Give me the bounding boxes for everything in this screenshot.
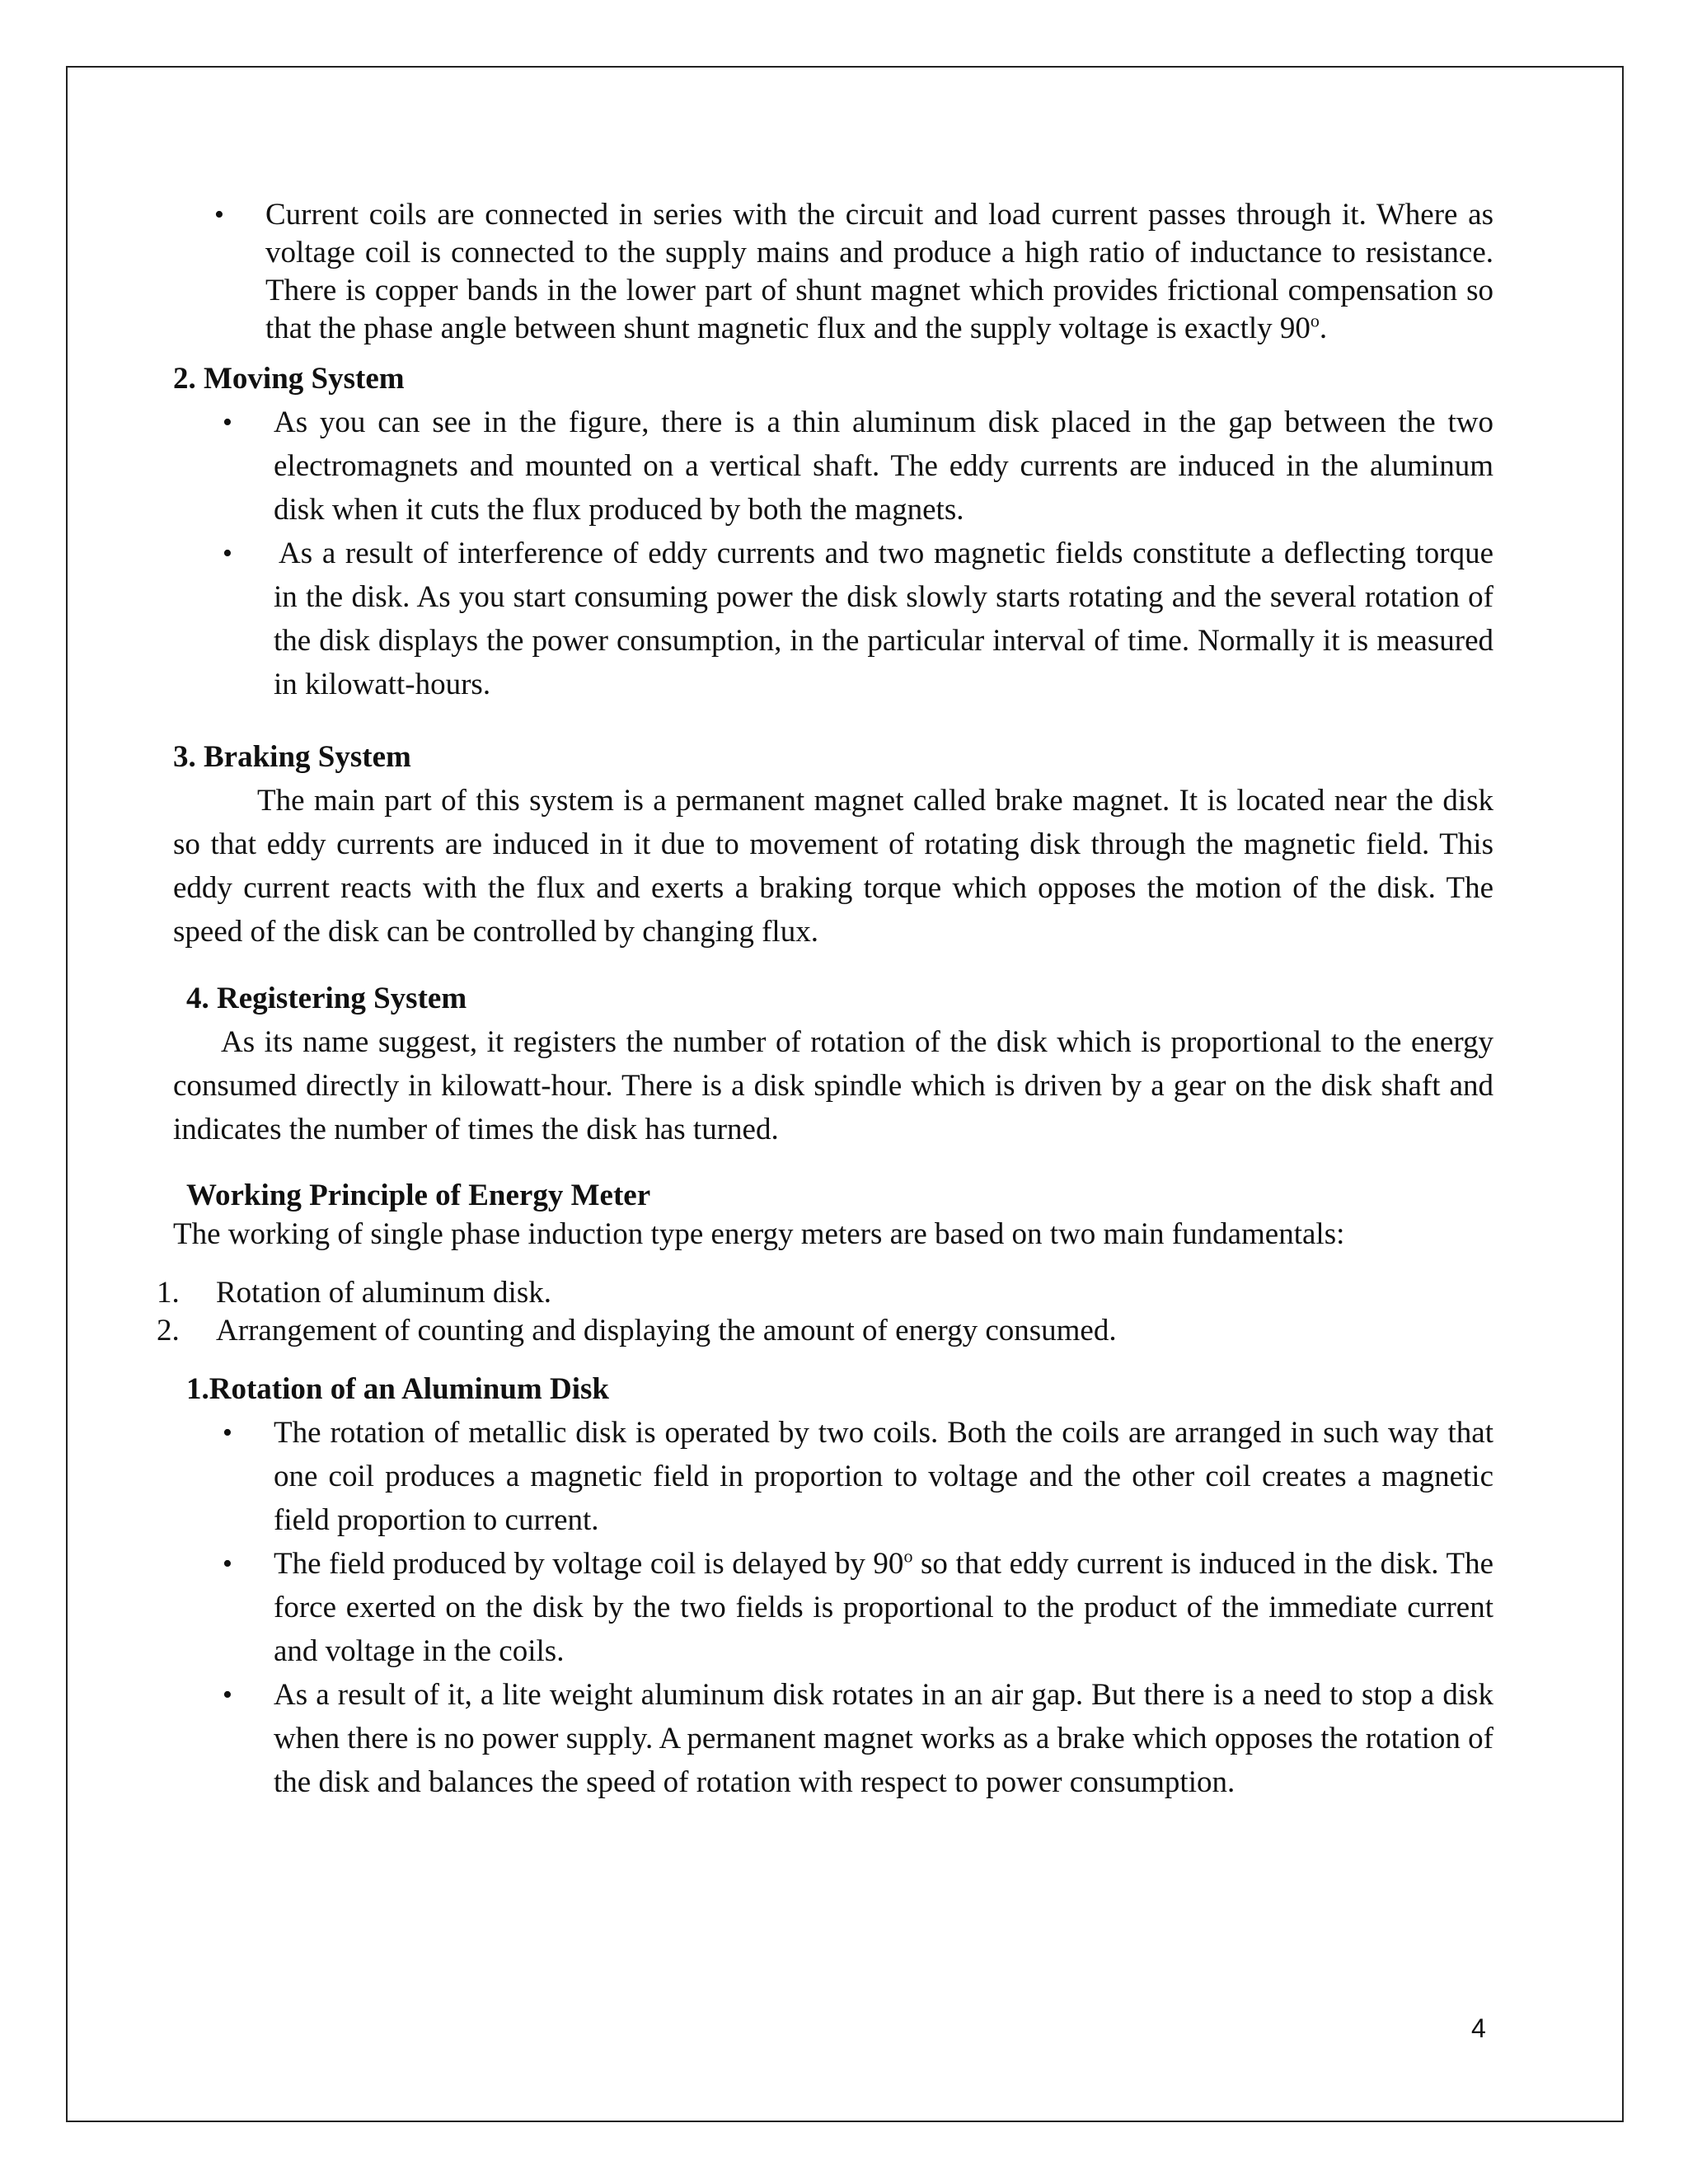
- bullet-text: As a result of interference of eddy currents and two magnetic fields constitute a deflecting torque in the disk. As you start consuming power the disk slowly starts rotating and the several rotation of the disk displays the power consumption, in the particular interval of time. Normally it is measured in kilowatt-hours.: [274, 537, 1493, 701]
- list-text: Rotation of aluminum disk.: [216, 1276, 551, 1310]
- list-item: [173, 401, 1493, 532]
- list-item: [157, 1274, 1493, 1312]
- bullet-text-end: .: [1319, 312, 1328, 345]
- list-item: [173, 1411, 1493, 1542]
- bullet-icon: •: [214, 199, 224, 230]
- registering-system-paragraph: As its name suggest, it registers the number of rotation of the disk which is proportional to the energy consumed directly in kilowatt-hour. There is a disk spindle which is driven by a gear on the disk shaft and indicates the number of times the disk has turned.: [173, 1025, 1493, 1146]
- working-principle-intro: The working of single phase induction type energy meters are based on two main fundamentals:: [173, 1217, 1345, 1251]
- heading-braking-system: 3. Braking System: [173, 740, 411, 774]
- heading-moving-system: 2. Moving System: [173, 362, 405, 396]
- bullet-icon: •: [223, 538, 232, 569]
- bullet-text-end: so that eddy current is induced in the disk. The force exerted on the disk by the two fields is proportional to the product of the immediate current and voltage in the coils.: [274, 1547, 1493, 1668]
- bullet-text: Current coils are connected in series with the circuit and load current passes through it. Where as voltage coil is connected to the supply mains and produce a high ratio of inductance to resistance. There is copper bands in the lower part of shunt magnet which provides frictional compensation so that the phase angle between shunt magnetic flux and the supply voltage is exactly 90: [265, 198, 1493, 345]
- list-item: [173, 196, 1493, 348]
- list-item: [173, 1673, 1493, 1804]
- list-number: 1.: [157, 1276, 180, 1310]
- bullet-icon: •: [223, 1680, 232, 1710]
- bullet-icon: •: [223, 407, 232, 438]
- heading-working-principle: Working Principle of Energy Meter: [186, 1179, 651, 1212]
- degree-superscript: o: [1310, 310, 1320, 331]
- rotation-disk-list: [173, 1411, 1493, 1804]
- moving-system-list: [173, 401, 1493, 706]
- page-number: 4: [1471, 2013, 1486, 2043]
- list-item: [173, 532, 1493, 706]
- list-number: 2.: [157, 1314, 180, 1347]
- fundamentals-list: [157, 1274, 1493, 1350]
- braking-system-paragraph: The main part of this system is a permanent magnet called brake magnet. It is located near the disk so that eddy currents are induced in it due to movement of rotating disk through the magnetic field. This eddy current reacts with the flux and exerts a braking torque which opposes the motion of the disk. The speed of the disk can be controlled by changing flux.: [173, 784, 1493, 949]
- intro-bullet-list: [173, 196, 1493, 348]
- document-body: [157, 196, 1493, 1804]
- heading-registering-system: 4. Registering System: [186, 982, 467, 1015]
- degree-superscript: o: [903, 1545, 913, 1567]
- list-item: [173, 1542, 1493, 1673]
- heading-rotation-disk: 1.Rotation of an Aluminum Disk: [186, 1372, 609, 1406]
- bullet-text: As you can see in the figure, there is a thin aluminum disk placed in the gap between the two electromagnets and mounted on a vertical shaft. The eddy currents are induced in the aluminum disk when it cuts the flux produced by both the magnets.: [274, 405, 1493, 527]
- list-text: Arrangement of counting and displaying the amount of energy consumed.: [216, 1314, 1117, 1347]
- bullet-text: The field produced by voltage coil is delayed by 90: [274, 1547, 904, 1581]
- bullet-text: As a result of it, a lite weight aluminum disk rotates in an air gap. But there is a need to stop a disk when there is no power supply. A permanent magnet works as a brake which opposes the rotation of the disk and balances the speed of rotation with respect to power consumption.: [274, 1678, 1493, 1799]
- bullet-icon: •: [223, 1549, 232, 1579]
- list-item: [157, 1312, 1493, 1350]
- bullet-icon: •: [223, 1418, 232, 1448]
- bullet-text: The rotation of metallic disk is operated by two coils. Both the coils are arranged in such way that one coil produces a magnetic field in proportion to voltage and the other coil creates a magnetic field proportion to current.: [274, 1416, 1493, 1537]
